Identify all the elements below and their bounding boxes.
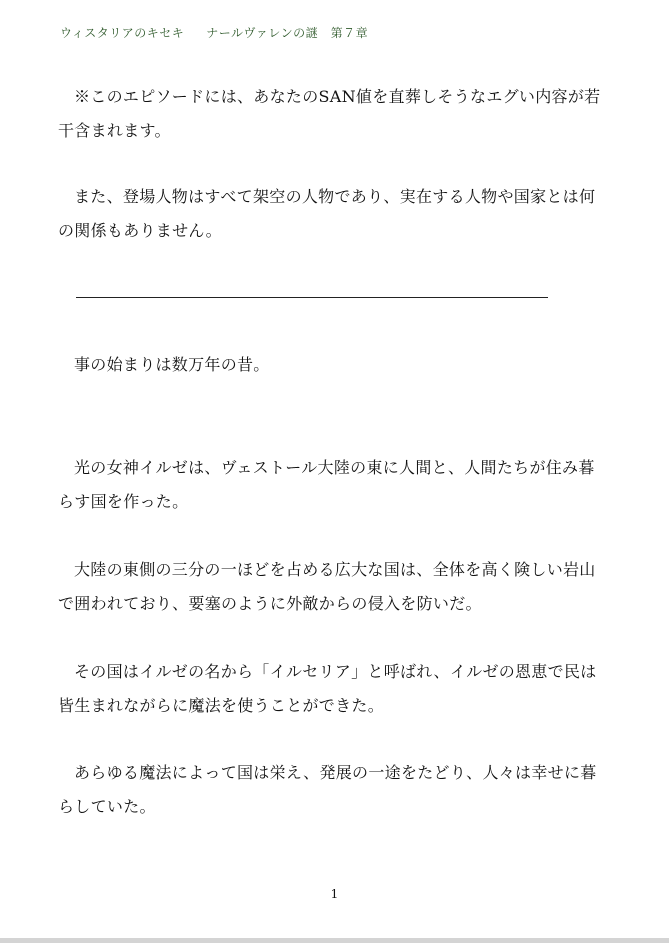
paragraph-goddess: [58, 451, 606, 519]
paragraph-text: また、登場人物はすべて架空の人物であり、実在する人物や国家とは何の関係もありません。: [58, 187, 596, 240]
page-bottom-edge: [0, 938, 669, 943]
page-number: 1: [330, 887, 339, 901]
chapter-title: ナールヴァレンの謎 第７章: [206, 26, 369, 40]
book-title: ウィスタリアのキセキ: [60, 26, 185, 40]
paragraph-opening: [58, 348, 606, 382]
running-header: [60, 24, 368, 41]
paragraph-ilseria: [58, 655, 606, 723]
paragraph-country: [58, 553, 606, 621]
paragraph-text: 光の女神イルゼは、ヴェストール大陸の東に人間と、人間たちが住み暮らす国を作った。: [58, 458, 595, 511]
paragraph-prosperity: [58, 756, 606, 824]
paragraph-text: あらゆる魔法によって国は栄え、発展の一途をたどり、人々は幸せに暮らしていた。: [58, 763, 597, 816]
separator-line: [76, 297, 548, 298]
paragraph-disclaimer: [58, 180, 606, 248]
paragraph-text: 大陸の東側の三分の一ほどを占める広大な国は、全体を高く険しい岩山で囲われており、要塞のように外敵からの侵入を防いだ。: [58, 560, 596, 613]
paragraph-notice: [58, 80, 606, 148]
paragraph-text: ※このエピソードには、あなたのSAN値を直葬しそうなエグい内容が若干含まれます。: [58, 87, 601, 140]
paragraph-text: その国はイルゼの名から「イルセリア」と呼ばれ、イルゼの恩恵で民は皆生まれながらに魔法を使うことができた。: [58, 662, 597, 715]
paragraph-text: 事の始まりは数万年の昔。: [74, 355, 270, 374]
